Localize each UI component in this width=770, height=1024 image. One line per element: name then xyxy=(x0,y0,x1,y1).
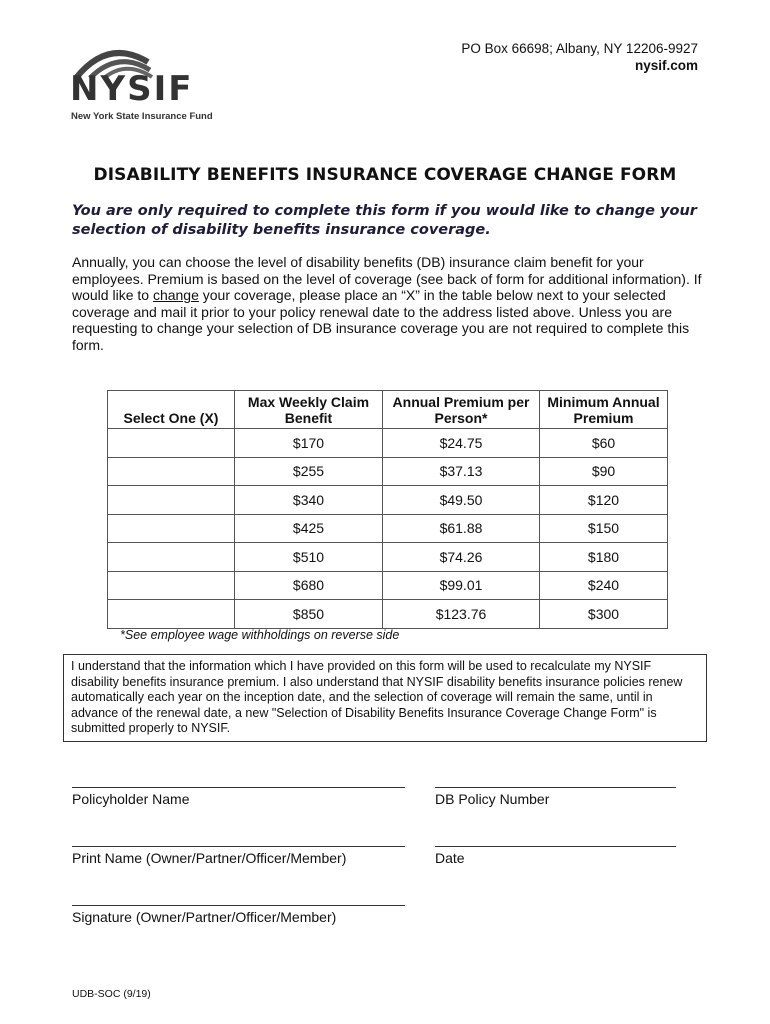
annual-premium-cell: $49.50 xyxy=(383,486,540,515)
nysif-logo: NYSIF xyxy=(70,69,194,109)
address-block xyxy=(461,40,698,74)
signature-line[interactable] xyxy=(72,905,405,906)
max-weekly-benefit-cell: $255 xyxy=(235,457,383,486)
annual-premium-cell: $99.01 xyxy=(383,571,540,600)
coverage-table xyxy=(107,390,668,629)
annual-premium-cell: $37.13 xyxy=(383,457,540,486)
db-policy-number-line[interactable] xyxy=(435,787,676,788)
policyholder-name-line[interactable] xyxy=(72,787,405,788)
table-row xyxy=(108,486,668,515)
annual-premium-cell: $74.26 xyxy=(383,543,540,572)
max-weekly-benefit-cell: $510 xyxy=(235,543,383,572)
db-policy-number-label: DB Policy Number xyxy=(435,791,550,807)
table-row xyxy=(108,600,668,629)
max-weekly-benefit-cell: $425 xyxy=(235,514,383,543)
signature-label: Signature (Owner/Partner/Officer/Member) xyxy=(72,909,337,925)
select-checkbox-cell[interactable] xyxy=(108,429,235,458)
max-weekly-benefit-cell: $850 xyxy=(235,600,383,629)
minimum-premium-cell: $180 xyxy=(540,543,668,572)
date-line[interactable] xyxy=(435,846,676,847)
logo-subtitle: New York State Insurance Fund xyxy=(71,111,213,122)
website-link[interactable]: nysif.com xyxy=(634,58,698,73)
instructions-underlined-word: change xyxy=(152,287,199,304)
table-header-row xyxy=(108,391,668,429)
date-label: Date xyxy=(435,850,465,866)
mailing-address: PO Box 66698; Albany, NY 12206-9927 xyxy=(461,41,698,56)
form-identifier: UDB-SOC (9/19) xyxy=(72,988,151,1000)
select-checkbox-cell[interactable] xyxy=(108,600,235,629)
max-weekly-benefit-cell: $680 xyxy=(235,571,383,600)
annual-premium-cell: $123.76 xyxy=(383,600,540,629)
select-checkbox-cell[interactable] xyxy=(108,457,235,486)
minimum-premium-cell: $300 xyxy=(540,600,668,629)
table-footnote: *See employee wage withholdings on reverse side xyxy=(120,628,400,642)
table-row xyxy=(108,514,668,543)
header-max-weekly-benefit: Max Weekly Claim Benefit xyxy=(235,391,383,429)
minimum-premium-cell: $240 xyxy=(540,571,668,600)
annual-premium-cell: $61.88 xyxy=(383,514,540,543)
select-checkbox-cell[interactable] xyxy=(108,543,235,572)
minimum-premium-cell: $120 xyxy=(540,486,668,515)
header-select-one: Select One (X) xyxy=(108,391,235,429)
minimum-premium-cell: $90 xyxy=(540,457,668,486)
print-name-line[interactable] xyxy=(72,846,405,847)
select-checkbox-cell[interactable] xyxy=(108,571,235,600)
print-name-label: Print Name (Owner/Partner/Officer/Member) xyxy=(72,850,347,866)
max-weekly-benefit-cell: $340 xyxy=(235,486,383,515)
table-row xyxy=(108,429,668,458)
table-row xyxy=(108,543,668,572)
instructions-paragraph xyxy=(72,254,704,354)
instructions-part-2: your coverage, please place an “X” in the table below next to your selected coverage and mail it prior to your policy renewal date to the address listed above. Unless you are requesting to change your selection of DB insurance coverage you are not required to complete this form. xyxy=(72,287,690,353)
policyholder-name-label: Policyholder Name xyxy=(72,791,190,807)
header-annual-premium: Annual Premium per Person* xyxy=(383,391,540,429)
consent-statement-box: I understand that the information which I have provided on this form will be used to recalculate my NYSIF disability benefits insurance premium. I also understand that NYSIF disability benefits insurance policies renew automatically each year on the inception date, and the selection of coverage will remain the same, until in advance of the renewal date, a new "Selection of Disability Benefits Insurance Coverage Change Form" is submitted properly to NYSIF. xyxy=(63,654,707,742)
minimum-premium-cell: $150 xyxy=(540,514,668,543)
table-row xyxy=(108,571,668,600)
table-row xyxy=(108,457,668,486)
select-checkbox-cell[interactable] xyxy=(108,514,235,543)
minimum-premium-cell: $60 xyxy=(540,429,668,458)
form-title: DISABILITY BENEFITS INSURANCE COVERAGE CHANGE FORM xyxy=(93,165,677,185)
header-minimum-premium: Minimum Annual Premium xyxy=(540,391,668,429)
select-checkbox-cell[interactable] xyxy=(108,486,235,515)
instructions-part-1: Annually, you can choose the level of disability benefits (DB) insurance claim benefit for your employees. Premium is based on the level of coverage (see back of form for additional information). If would like to xyxy=(72,254,702,304)
intro-text: You are only required to complete this form if you would like to change your selection of disability benefits insurance coverage. xyxy=(72,203,697,238)
annual-premium-cell: $24.75 xyxy=(383,429,540,458)
max-weekly-benefit-cell: $170 xyxy=(235,429,383,458)
